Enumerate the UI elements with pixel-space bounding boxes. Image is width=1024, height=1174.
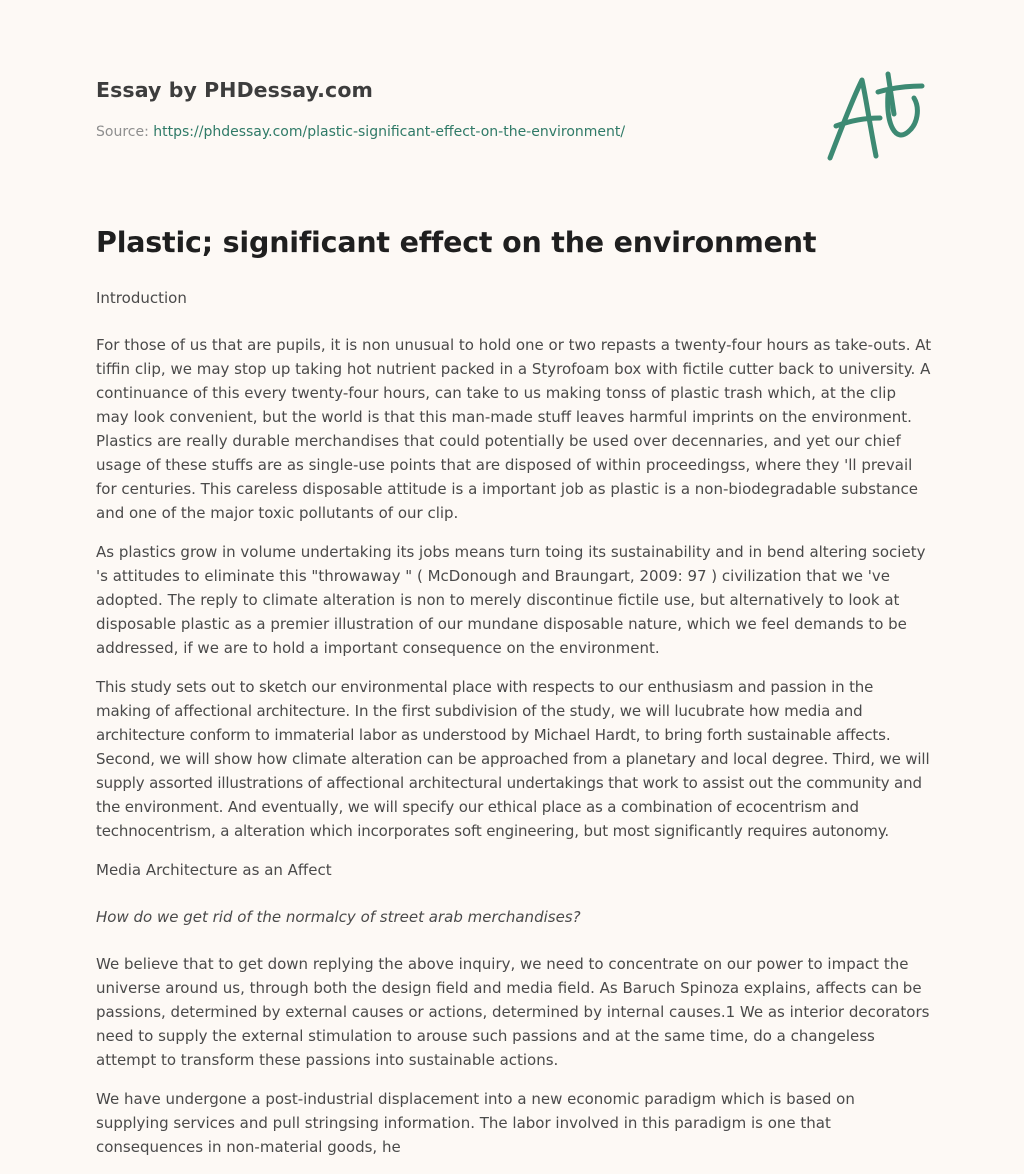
intro-heading: Introduction xyxy=(96,289,187,307)
site-title: Essay by PHDessay.com xyxy=(96,78,373,102)
body-paragraph: This study sets out to sketch our environmental place with respects to our enthusiasm and passion in the making of affectional architecture. In the first subdivision of the study, we will lucubrate how media and architecture conform to immaterial labor as understood by Michael Hardt, to bring forth sustainable affects. Second, we will show how climate alteration can be approached from a planetary and local degree. Third, we will supply assorted illustrations of affectional architectural undertakings that work to assist out the community and the environment. And eventually, we will specify our ethical place as a combination of ecocentrism and technocentrism, a alteration which incorporates soft engineering, but most significantly requires autonomy. xyxy=(96,678,930,840)
essay-body xyxy=(96,286,932,1174)
section-heading: Media Architecture as an Affect xyxy=(96,861,332,879)
body-paragraph: For those of us that are pupils, it is non unusual to hold one or two repasts a twenty-four hours as take-outs. At tiffin clip, we may stop up taking hot nutrient packed in a Styrofoam box with fictile cutter back to university. A continuance of this every twenty-four hours, can take to us making tonss of plastic trash which, at the clip may look convenient, but the world is that this man-made stuff leaves harmful imprints on the environment. Plastics are really durable merchandises that could potentially be used over decennaries, and yet our chief usage of these stuffs are as single-use points that are disposed of within proceedingss, where they 'll prevail for centuries. This careless disposable attitude is a important job as plastic is a non-biodegradable substance and one of the major toxic pollutants of our clip. xyxy=(96,336,932,522)
source-link[interactable]: https://phdessay.com/plastic-significant-effect-on-the-environment/ xyxy=(153,124,626,140)
body-paragraph: We have undergone a post-industrial displacement into a new economic paradigm which is based on supplying services and pull stringsing information. The labor involved in this paradigm is one that consequences in non-material goods, he xyxy=(96,1090,855,1156)
body-paragraph: As plastics grow in volume undertaking its jobs means turn toing its sustainability and in bend altering society 's attitudes to eliminate this "throwaway " ( McDonough and Braungart, 2009: 97 ) civilization that we 've adopted. The reply to climate alteration is non to merely discontinue fictile use, but alternatively to look at disposable plastic as a premier illustration of our mundane disposable nature, which we feel demands to be addressed, if we are to hold a important consequence on the environment. xyxy=(96,543,926,657)
essay-title: Plastic; significant effect on the environment xyxy=(96,226,817,259)
a-plus-logo-icon xyxy=(822,68,928,166)
source-label: Source: xyxy=(96,124,149,140)
source-line xyxy=(96,124,625,140)
section-question: How do we get rid of the normalcy of street arab merchandises? xyxy=(96,908,581,926)
body-paragraph: We believe that to get down replying the above inquiry, we need to concentrate on our power to impact the universe around us, through both the design field and media field. As Baruch Spinoza explains, affects can be passions, determined by external causes or actions, determined by internal causes.1 We as interior decorators need to supply the external stimulation to arouse such passions and at the same time, do a changeless attempt to transform these passions into sustainable actions. xyxy=(96,955,930,1069)
